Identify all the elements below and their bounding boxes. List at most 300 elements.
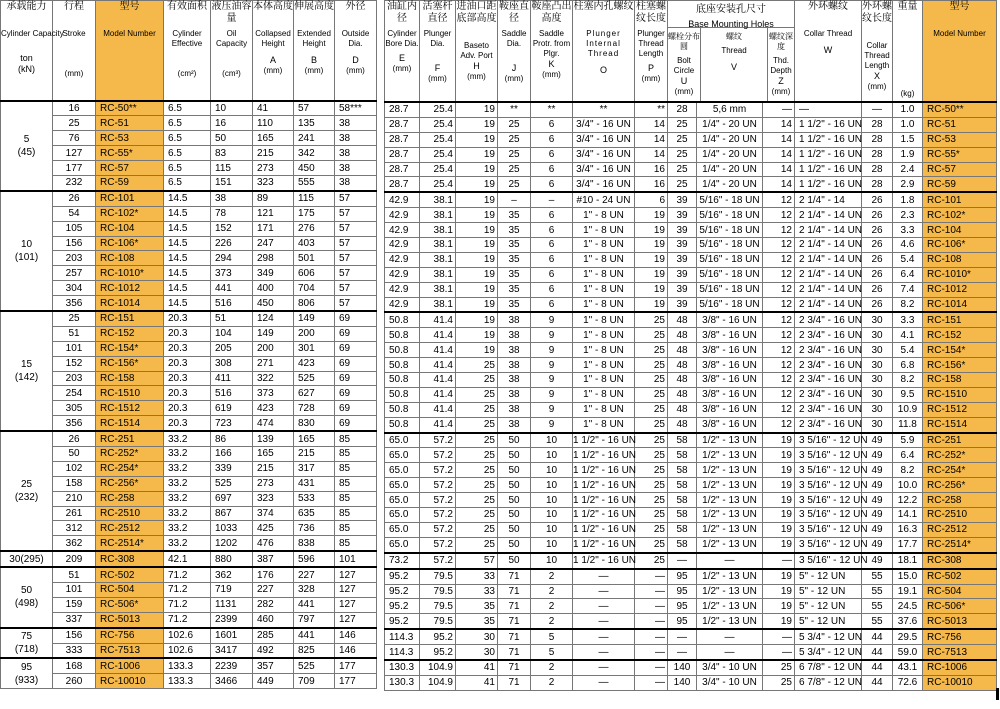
bore-dia-cell: 65.0: [385, 537, 420, 552]
baseto-port-cell: 41: [456, 675, 498, 690]
bore-dia-cell: 28.7: [385, 147, 420, 162]
collar-thread-cell: 6 7/8" - 12 UN: [795, 660, 862, 675]
plunger-dia-cell: 38.1: [420, 208, 456, 223]
header-base-mount-cn: 底座安装孔尺寸: [696, 4, 766, 15]
outside-dia-cell: 58***: [335, 101, 377, 116]
model-cell-right: RC-154*: [923, 343, 997, 358]
saddle-protr-cell: 6: [531, 223, 573, 238]
bolt-circle-cell: —: [668, 629, 697, 644]
plunger-thread-cell: 1" - 8 UN: [573, 223, 635, 238]
header-load-cn: 承载能力: [6, 1, 47, 12]
collapsed-height-cell: 349: [253, 266, 294, 281]
model-cell-right: RC-756: [923, 629, 997, 644]
baseto-port-cell: 19: [456, 282, 498, 297]
baseto-port-cell: 25: [456, 493, 498, 508]
bolt-circle-cell: 48: [668, 373, 697, 388]
saddle-dia-cell: 35: [498, 208, 531, 223]
header-model-en: Model Number: [103, 29, 156, 38]
header-oil-cap-unit: (cm³): [222, 69, 241, 78]
plunger-thread-length-cell: —: [635, 599, 668, 614]
baseto-port-cell: 19: [456, 267, 498, 282]
header-baseto-en: Baseto Adv. Port: [460, 41, 493, 60]
collapsed-height-cell: 492: [253, 643, 294, 658]
header-outside-en: Outside Dia.: [341, 29, 370, 48]
model-cell-right: RC-1006: [923, 660, 997, 675]
table-row: [385, 537, 997, 552]
header-base-mount-subcols: [668, 28, 794, 101]
outside-dia-cell: 85: [335, 536, 377, 551]
weight-cell: 15.0: [893, 569, 923, 584]
model-cell: RC-504: [96, 583, 164, 598]
model-cell-right: RC-57: [923, 162, 997, 177]
table-row: [1, 491, 377, 506]
collapsed-height-cell: 273: [253, 161, 294, 176]
plunger-thread-cell: 1" - 8 UN: [573, 282, 635, 297]
table-row: [385, 629, 997, 644]
collar-thread-length-cell: 44: [862, 675, 893, 690]
saddle-dia-cell: 71: [498, 614, 531, 629]
outside-dia-cell: 85: [335, 446, 377, 461]
weight-cell: 24.5: [893, 599, 923, 614]
effective-area-cell: 20.3: [164, 311, 211, 326]
thread-depth-cell: 19: [763, 493, 795, 508]
header-plunger-len-letter: P: [647, 63, 654, 73]
stroke-cell: 156: [53, 628, 96, 643]
oil-capacity-cell: 1033: [211, 521, 253, 536]
baseto-port-cell: 35: [456, 599, 498, 614]
extended-height-cell: 606: [294, 266, 335, 281]
collapsed-height-cell: 282: [253, 597, 294, 612]
extended-height-cell: 115: [294, 191, 335, 206]
saddle-protr-cell: 5: [531, 645, 573, 660]
model-cell: RC-1510: [96, 386, 164, 401]
plunger-thread-cell: —: [573, 675, 635, 690]
table-row: [385, 387, 997, 402]
plunger-thread-cell: 3/4" - 16 UN: [573, 162, 635, 177]
thread-depth-cell: 19: [763, 614, 795, 629]
thread-cell: 5/16" - 18 UN: [697, 282, 763, 297]
table-row: [1, 583, 377, 598]
plunger-thread-cell: 1" - 8 UN: [573, 328, 635, 343]
effective-area-cell: 33.2: [164, 506, 211, 521]
load-capacity-value: 25: [20, 479, 33, 491]
collar-thread-length-cell: 28: [862, 132, 893, 147]
load-capacity-value: (101): [14, 251, 39, 263]
effective-area-cell: 14.5: [164, 251, 211, 266]
oil-capacity-cell: 723: [211, 416, 253, 431]
weight-cell: 16.3: [893, 522, 923, 537]
baseto-port-cell: 19: [456, 102, 498, 117]
table-row: [1, 266, 377, 281]
collapsed-height-cell: 171: [253, 221, 294, 236]
header-extended-unit: (mm): [304, 66, 324, 75]
bore-dia-cell: 130.3: [385, 660, 420, 675]
extended-height-cell: 135: [294, 116, 335, 131]
header-bore-unit: (mm): [392, 64, 412, 73]
bolt-circle-cell: 48: [668, 402, 697, 417]
table-row: [385, 599, 997, 614]
weight-cell: 1.0: [893, 117, 923, 132]
stroke-cell: 105: [53, 221, 96, 236]
plunger-dia-cell: 57.2: [420, 522, 456, 537]
saddle-protr-cell: 9: [531, 312, 573, 327]
model-cell: RC-1006: [96, 658, 164, 673]
collar-thread-length-cell: 49: [862, 478, 893, 493]
effective-area-cell: 6.5: [164, 101, 211, 116]
load-capacity-cell: [1, 551, 53, 567]
table-row: [1, 536, 377, 551]
header-bolt-en: Bolt Circle: [673, 56, 695, 75]
model-cell: RC-102*: [96, 206, 164, 221]
outside-dia-cell: 127: [335, 612, 377, 627]
plunger-thread-length-cell: 19: [635, 208, 668, 223]
model-cell: RC-506*: [96, 597, 164, 612]
bolt-circle-cell: 48: [668, 343, 697, 358]
plunger-dia-cell: 95.2: [420, 629, 456, 644]
table-row: [385, 132, 997, 147]
outside-dia-cell: 85: [335, 431, 377, 446]
header-extended-en: Extended Height: [297, 29, 331, 48]
header-thd-depth: [768, 28, 794, 101]
plunger-dia-cell: 79.5: [420, 614, 456, 629]
bore-dia-cell: 65.0: [385, 478, 420, 493]
model-cell: RC-756: [96, 628, 164, 643]
header-bolt-unit: (mm): [674, 87, 694, 96]
effective-area-cell: 20.3: [164, 401, 211, 416]
thread-depth-cell: 12: [763, 267, 795, 282]
header-baseto-cn: 进油口距底部高度: [456, 1, 497, 24]
table-row: [385, 614, 997, 629]
plunger-dia-cell: 25.4: [420, 132, 456, 147]
extended-height-cell: 704: [294, 281, 335, 296]
saddle-protr-cell: 10: [531, 448, 573, 463]
model-cell-right: RC-55*: [923, 147, 997, 162]
left-spec-table: [0, 0, 377, 689]
effective-area-cell: 33.2: [164, 521, 211, 536]
model-cell: RC-1014: [96, 296, 164, 311]
load-capacity-value: (142): [14, 372, 39, 384]
load-capacity-value: (45): [17, 146, 36, 158]
load-capacity-value: 10: [20, 238, 33, 250]
collar-thread-length-cell: 44: [862, 645, 893, 660]
header-plunger-int: [573, 1, 635, 103]
outside-dia-cell: 38: [335, 131, 377, 146]
weight-cell: 43.1: [893, 660, 923, 675]
outside-dia-cell: 38: [335, 161, 377, 176]
collapsed-height-cell: 285: [253, 628, 294, 643]
header-collapsed-letter: A: [269, 55, 276, 65]
thread-depth-cell: 12: [763, 402, 795, 417]
oil-capacity-cell: 16: [211, 116, 253, 131]
load-capacity-cell: [1, 567, 53, 628]
bore-dia-cell: 65.0: [385, 508, 420, 523]
weight-cell: 5.9: [893, 433, 923, 448]
model-cell: RC-152: [96, 326, 164, 341]
bore-dia-cell: 42.9: [385, 267, 420, 282]
plunger-thread-length-cell: 14: [635, 147, 668, 162]
edge-mark: [996, 688, 999, 700]
extended-height-cell: 441: [294, 597, 335, 612]
header-plunger-len: [635, 1, 668, 103]
weight-cell: 8.2: [893, 463, 923, 478]
table-row: [1, 131, 377, 146]
model-cell-right: RC-51: [923, 117, 997, 132]
plunger-thread-cell: 1 1/2" - 16 UN: [573, 479, 637, 491]
collar-thread-cell: 2 1/4" - 14 UN: [795, 267, 862, 282]
oil-capacity-cell: 2239: [211, 658, 253, 673]
header-outside-letter: D: [352, 55, 359, 65]
stroke-cell: 16: [53, 101, 96, 116]
stroke-cell: 177: [53, 161, 96, 176]
oil-capacity-cell: 1601: [211, 628, 253, 643]
header-stroke-en: Stroke: [62, 29, 86, 38]
weight-cell: 14.1: [893, 508, 923, 523]
plunger-dia-cell: 57.2: [420, 448, 456, 463]
effective-area-cell: 14.5: [164, 266, 211, 281]
extended-height-cell: 830: [294, 416, 335, 431]
extended-height-cell: 149: [294, 311, 335, 326]
bolt-circle-cell: 95: [668, 599, 697, 614]
bore-dia-cell: 73.2: [385, 553, 420, 569]
load-capacity-cell: [1, 628, 53, 659]
plunger-dia-cell: 57.2: [420, 537, 456, 552]
oil-capacity-cell: 441: [211, 281, 253, 296]
model-cell: RC-106*: [96, 236, 164, 251]
header-weight-cn: 重量: [897, 1, 918, 12]
extended-height-cell: 165: [294, 431, 335, 446]
bolt-circle-cell: 95: [668, 584, 697, 599]
weight-cell: 2.4: [893, 162, 923, 177]
model-cell: RC-7513: [96, 643, 164, 658]
header-collar-en: Collar Thread: [803, 29, 853, 38]
saddle-dia-cell: 38: [498, 358, 531, 373]
collar-thread-length-cell: 30: [862, 373, 893, 388]
collar-thread-length-cell: 28: [862, 117, 893, 132]
stroke-cell: 101: [53, 341, 96, 356]
oil-capacity-cell: 86: [211, 431, 253, 446]
plunger-thread-length-cell: 25: [635, 417, 668, 432]
collar-thread-length-cell: 30: [862, 343, 893, 358]
plunger-thread-cell: 1" - 8 UN: [573, 208, 635, 223]
table-row: [385, 553, 997, 569]
bolt-circle-cell: 39: [668, 192, 697, 207]
header-collar: [795, 1, 862, 103]
header-plunger-letter: F: [434, 63, 441, 73]
plunger-thread-length-cell: —: [635, 675, 668, 690]
thread-cell: 1/2" - 13 UN: [697, 537, 763, 552]
saddle-protr-cell: 6: [531, 267, 573, 282]
thread-depth-cell: 14: [763, 147, 795, 162]
plunger-dia-cell: 79.5: [420, 584, 456, 599]
collar-thread-cell: 3 5/16" - 12 UN: [795, 448, 862, 463]
weight-cell: 12.2: [893, 493, 923, 508]
extended-height-cell: 555: [294, 175, 335, 190]
bore-dia-cell: 28.7: [385, 117, 420, 132]
saddle-dia-cell: 71: [498, 584, 531, 599]
outside-dia-cell: 57: [335, 191, 377, 206]
collar-thread-length-cell: 26: [862, 208, 893, 223]
thread-depth-cell: 12: [763, 343, 795, 358]
bore-dia-cell: 65.0: [385, 493, 420, 508]
header-eff-area-cn: 有效面积: [167, 1, 207, 12]
saddle-dia-cell: 38: [498, 387, 531, 402]
plunger-dia-cell: 38.1: [420, 297, 456, 312]
table-row: [385, 373, 997, 388]
extended-height-cell: 431: [294, 476, 335, 491]
model-cell-right: RC-256*: [923, 478, 997, 493]
table-row: [1, 101, 377, 116]
plunger-thread-cell: 1" - 8 UN: [573, 238, 635, 253]
saddle-dia-cell: 35: [498, 252, 531, 267]
load-capacity-cell: [1, 101, 53, 191]
saddle-dia-cell: 38: [498, 343, 531, 358]
thread-depth-cell: 19: [763, 569, 795, 584]
table-row: [385, 102, 997, 117]
stroke-cell: 26: [53, 431, 96, 446]
outside-dia-cell: 69: [335, 356, 377, 371]
collapsed-height-cell: 165: [253, 446, 294, 461]
header-bolt-letter: U: [680, 76, 688, 86]
stroke-cell: 261: [53, 506, 96, 521]
weight-cell: 72.6: [893, 675, 923, 690]
saddle-protr-cell: 6: [531, 208, 573, 223]
outside-dia-cell: 69: [335, 386, 377, 401]
bore-dia-cell: 42.9: [385, 208, 420, 223]
right-group: [385, 102, 997, 192]
effective-area-cell: 14.5: [164, 191, 211, 206]
table-row: [1, 461, 377, 476]
stroke-cell: 168: [53, 658, 96, 673]
plunger-thread-cell: 1" - 8 UN: [573, 343, 635, 358]
table-row: [1, 206, 377, 221]
table-row: [385, 117, 997, 132]
collar-thread-length-cell: 44: [862, 660, 893, 675]
plunger-thread-length-cell: 19: [635, 238, 668, 253]
plunger-dia-cell: 95.2: [420, 645, 456, 660]
table-row: [1, 326, 377, 341]
header-collar-len: [862, 1, 893, 103]
thread-depth-cell: 19: [763, 433, 795, 448]
plunger-dia-cell: 79.5: [420, 599, 456, 614]
plunger-dia-cell: 57.2: [420, 478, 456, 493]
model-cell-right: RC-53: [923, 132, 997, 147]
header-thread: [701, 28, 768, 101]
collapsed-height-cell: 474: [253, 416, 294, 431]
thread-depth-cell: 19: [763, 584, 795, 599]
saddle-protr-cell: 2: [531, 584, 573, 599]
saddle-protr-cell: –: [531, 192, 573, 207]
saddle-protr-cell: 6: [531, 132, 573, 147]
load-capacity-cell: [1, 191, 53, 311]
thread-depth-cell: —: [763, 553, 795, 569]
table-row: [1, 628, 377, 643]
header-thread-en: Thread: [721, 46, 747, 55]
load-capacity-cell: [1, 311, 53, 431]
model-cell-right: RC-504: [923, 584, 997, 599]
extended-height-cell: 533: [294, 491, 335, 506]
extended-height-cell: 328: [294, 583, 335, 598]
table-row: [385, 297, 997, 312]
saddle-protr-cell: 10: [531, 522, 573, 537]
model-cell: RC-57: [96, 161, 164, 176]
thread-depth-cell: 19: [763, 537, 795, 552]
baseto-port-cell: 25: [456, 478, 498, 493]
oil-capacity-cell: 516: [211, 386, 253, 401]
plunger-dia-cell: 57.2: [420, 553, 456, 569]
bolt-circle-cell: 48: [668, 417, 697, 432]
weight-cell: 4.6: [893, 238, 923, 253]
plunger-thread-cell: 1 1/2" - 16 UN: [573, 494, 637, 506]
table-row: [1, 476, 377, 491]
thread-depth-cell: 12: [763, 223, 795, 238]
table-row: [1, 341, 377, 356]
collapsed-height-cell: 176: [253, 567, 294, 582]
saddle-dia-cell: 50: [498, 493, 531, 508]
header-stroke-cn: 行程: [64, 1, 84, 12]
stroke-cell: 102: [53, 461, 96, 476]
oil-capacity-cell: 10: [211, 101, 253, 116]
model-cell: RC-10010: [96, 674, 164, 689]
bolt-circle-cell: 58: [668, 478, 697, 493]
oil-capacity-cell: 78: [211, 206, 253, 221]
weight-cell: 17.7: [893, 537, 923, 552]
saddle-dia-cell: 38: [498, 417, 531, 432]
thread-depth-cell: 12: [763, 312, 795, 327]
collar-thread-cell: 2 3/4" - 16 UN: [795, 343, 862, 358]
bolt-circle-cell: 39: [668, 252, 697, 267]
extended-height-cell: 301: [294, 341, 335, 356]
saddle-protr-cell: 9: [531, 387, 573, 402]
bolt-circle-cell: 58: [668, 448, 697, 463]
collar-thread-cell: 5" - 12 UN: [795, 599, 862, 614]
extended-height-cell: 200: [294, 326, 335, 341]
header-outside: [335, 1, 377, 101]
weight-cell: 1.9: [893, 147, 923, 162]
stroke-cell: 254: [53, 386, 96, 401]
header-weight: [893, 1, 923, 103]
oil-capacity-cell: 516: [211, 296, 253, 311]
saddle-dia-cell: 35: [498, 267, 531, 282]
plunger-thread-length-cell: —: [635, 629, 668, 644]
header-eff-area-en: Cylinder Effective: [171, 29, 203, 48]
plunger-thread-length-cell: 25: [635, 373, 668, 388]
collar-thread-length-cell: 30: [862, 402, 893, 417]
extended-height-cell: 635: [294, 506, 335, 521]
plunger-thread-length-cell: 25: [635, 343, 668, 358]
bore-dia-cell: 50.8: [385, 343, 420, 358]
collar-thread-cell: 5 3/4" - 12 UN: [795, 629, 862, 644]
weight-cell: 1.5: [893, 132, 923, 147]
bolt-circle-cell: 39: [668, 223, 697, 238]
thread-depth-cell: 14: [763, 117, 795, 132]
weight-cell: 1.8: [893, 192, 923, 207]
weight-cell: 5.4: [893, 252, 923, 267]
table-row: [1, 311, 377, 326]
header-saddle-letter: J: [511, 63, 517, 73]
plunger-thread-length-cell: 19: [635, 282, 668, 297]
plunger-thread-length-cell: 19: [635, 267, 668, 282]
right-header: [385, 1, 997, 103]
saddle-protr-cell: 6: [531, 177, 573, 192]
table-row: [385, 584, 997, 599]
saddle-protr-cell: 6: [531, 297, 573, 312]
plunger-dia-cell: 25.4: [420, 117, 456, 132]
model-cell: RC-50**: [96, 101, 164, 116]
thread-depth-cell: 12: [763, 252, 795, 267]
thread-cell: 1/2" - 13 UN: [697, 493, 763, 508]
collar-thread-cell: 3 5/16" - 12 UN: [795, 537, 862, 552]
weight-cell: 5.4: [893, 343, 923, 358]
